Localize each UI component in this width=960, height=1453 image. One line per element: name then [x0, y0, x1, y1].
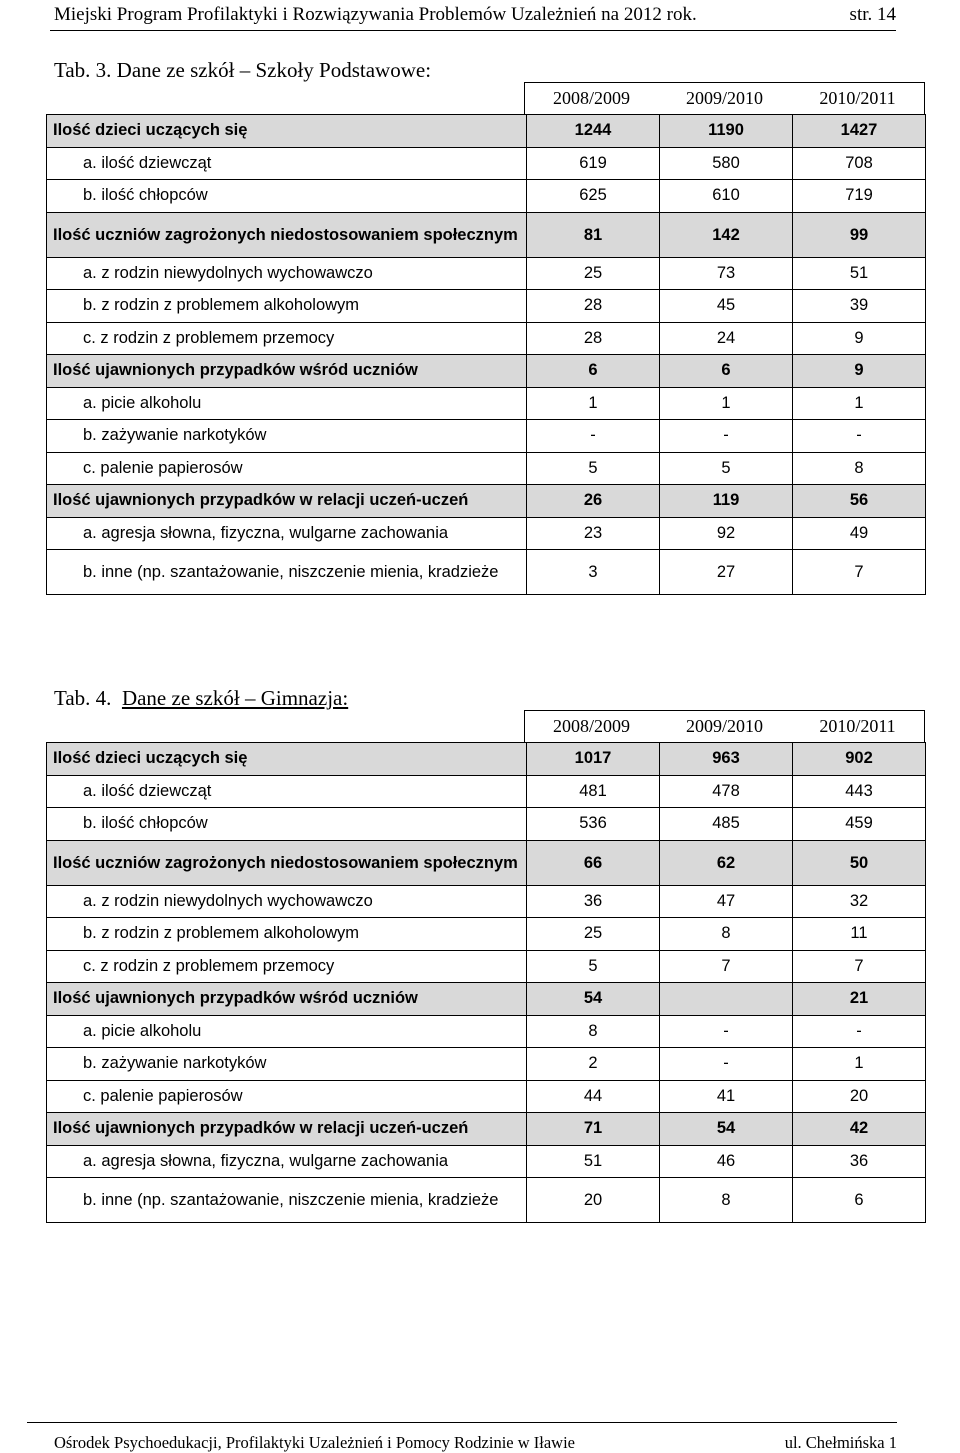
value-cell: 28: [527, 290, 660, 323]
value-cell: 20: [793, 1080, 926, 1113]
value-cell: 619: [527, 147, 660, 180]
value-cell: 7: [660, 950, 793, 983]
value-cell: 8: [793, 452, 926, 485]
table-row: [47, 885, 926, 918]
value-cell: 28: [527, 322, 660, 355]
value-cell: 610: [660, 180, 793, 213]
value-cell: 7: [793, 950, 926, 983]
table-row: [47, 983, 926, 1016]
row-label: Ilość uczniów zagrożonych niedostosowaniem społecznym: [47, 840, 527, 885]
row-label: Ilość ujawnionych przypadków wśród uczniów: [47, 983, 527, 1016]
row-label: a. picie alkoholu: [47, 387, 527, 420]
header-title: Miejski Program Profilaktyki i Rozwiązywania Problemów Uzależnień na 2012 rok.: [54, 4, 697, 25]
year-header-cell: 2008/2009: [552, 716, 630, 736]
table-4-caption-prefix: Tab. 4.: [54, 686, 112, 710]
value-cell: 6: [793, 1178, 926, 1223]
year-header-cell: 2008/2009: [552, 88, 630, 108]
row-label: Ilość ujawnionych przypadków wśród uczniów: [47, 355, 527, 388]
value-cell: 21: [793, 983, 926, 1016]
value-cell: 459: [793, 808, 926, 841]
value-cell: 92: [660, 517, 793, 550]
table-row: [47, 420, 926, 453]
value-cell: 11: [793, 918, 926, 951]
value-cell: -: [660, 1015, 793, 1048]
value-cell: 26: [527, 485, 660, 518]
value-cell: 51: [793, 257, 926, 290]
value-cell: -: [793, 420, 926, 453]
value-cell: [660, 983, 793, 1016]
value-cell: 73: [660, 257, 793, 290]
row-label: Ilość ujawnionych przypadków w relacji uczeń-uczeń: [47, 1113, 527, 1146]
value-cell: 5: [527, 452, 660, 485]
value-cell: 1: [527, 387, 660, 420]
row-label: c. palenie papierosów: [47, 452, 527, 485]
value-cell: 8: [660, 1178, 793, 1223]
table-row: [47, 322, 926, 355]
table-row: [47, 485, 926, 518]
value-cell: 23: [527, 517, 660, 550]
value-cell: 50: [793, 840, 926, 885]
table-row: [47, 517, 926, 550]
value-cell: -: [527, 420, 660, 453]
table-3-year-header: [524, 82, 925, 114]
value-cell: 66: [527, 840, 660, 885]
table-row: [47, 212, 926, 257]
row-label: Ilość dzieci uczących się: [47, 743, 527, 776]
value-cell: 6: [527, 355, 660, 388]
value-cell: 1190: [660, 115, 793, 148]
table-row: [47, 743, 926, 776]
table-row: [47, 290, 926, 323]
value-cell: 62: [660, 840, 793, 885]
table-row: [47, 257, 926, 290]
value-cell: 142: [660, 212, 793, 257]
value-cell: 41: [660, 1080, 793, 1113]
value-cell: 1017: [527, 743, 660, 776]
table-4-caption-title: Dane ze szkół – Gimnazja:: [121, 686, 349, 710]
year-header-cell: 2010/2011: [819, 88, 896, 108]
table-3: [46, 82, 925, 595]
value-cell: 49: [793, 517, 926, 550]
row-label: a. picie alkoholu: [47, 1015, 527, 1048]
value-cell: 8: [527, 1015, 660, 1048]
value-cell: 443: [793, 775, 926, 808]
table-row: [47, 1145, 926, 1178]
value-cell: 25: [527, 918, 660, 951]
row-label: a. z rodzin niewydolnych wychowawczo: [47, 885, 527, 918]
value-cell: 25: [527, 257, 660, 290]
row-label: Ilość ujawnionych przypadków w relacji uczeń-uczeń: [47, 485, 527, 518]
table-row: [47, 808, 926, 841]
value-cell: 485: [660, 808, 793, 841]
value-cell: 5: [660, 452, 793, 485]
table-row: [47, 180, 926, 213]
value-cell: 54: [527, 983, 660, 1016]
row-label: a. z rodzin niewydolnych wychowawczo: [47, 257, 527, 290]
row-label: a. ilość dziewcząt: [47, 775, 527, 808]
row-label: Ilość uczniów zagrożonych niedostosowaniem społecznym: [47, 212, 527, 257]
table-row: [47, 918, 926, 951]
table-row: [47, 355, 926, 388]
value-cell: 46: [660, 1145, 793, 1178]
table-3-caption: Tab. 3. Dane ze szkół – Szkoły Podstawowe:: [54, 58, 432, 82]
row-label: Ilość dzieci uczących się: [47, 115, 527, 148]
value-cell: 719: [793, 180, 926, 213]
value-cell: -: [793, 1015, 926, 1048]
table-row: [47, 550, 926, 595]
value-cell: 7: [793, 550, 926, 595]
table-row: [47, 452, 926, 485]
row-label: c. z rodzin z problemem przemocy: [47, 950, 527, 983]
year-header-cell: 2009/2010: [685, 88, 763, 108]
row-label: b. zażywanie narkotyków: [47, 420, 527, 453]
value-cell: 24: [660, 322, 793, 355]
table-row: [47, 950, 926, 983]
value-cell: 36: [527, 885, 660, 918]
value-cell: 625: [527, 180, 660, 213]
value-cell: 99: [793, 212, 926, 257]
footer-organization: Ośrodek Psychoedukacji, Profilaktyki Uzależnień i Pomocy Rodzinie w Iławie: [54, 1433, 575, 1452]
year-header-cell: 2010/2011: [819, 716, 896, 736]
value-cell: 54: [660, 1113, 793, 1146]
value-cell: 580: [660, 147, 793, 180]
row-label: a. ilość dziewcząt: [47, 147, 527, 180]
value-cell: 902: [793, 743, 926, 776]
row-label: c. palenie papierosów: [47, 1080, 527, 1113]
row-label: a. agresja słowna, fizyczna, wulgarne zachowania: [47, 517, 527, 550]
value-cell: 47: [660, 885, 793, 918]
value-cell: 481: [527, 775, 660, 808]
value-cell: 963: [660, 743, 793, 776]
value-cell: 1: [793, 1048, 926, 1081]
page-header: [50, 4, 896, 31]
value-cell: 51: [527, 1145, 660, 1178]
row-label: b. z rodzin z problemem alkoholowym: [47, 918, 527, 951]
page-footer: [27, 1422, 897, 1452]
table-4-body: [46, 742, 926, 1223]
value-cell: 32: [793, 885, 926, 918]
value-cell: 1244: [527, 115, 660, 148]
value-cell: 9: [793, 322, 926, 355]
value-cell: 708: [793, 147, 926, 180]
value-cell: 9: [793, 355, 926, 388]
table-row: [47, 840, 926, 885]
value-cell: 56: [793, 485, 926, 518]
table-row: [47, 115, 926, 148]
value-cell: 45: [660, 290, 793, 323]
value-cell: 71: [527, 1113, 660, 1146]
footer-address: ul. Chełmińska 1: [784, 1433, 897, 1452]
value-cell: 44: [527, 1080, 660, 1113]
table-4-caption: [54, 686, 348, 711]
row-label: b. ilość chłopców: [47, 180, 527, 213]
value-cell: 2: [527, 1048, 660, 1081]
table-row: [47, 1015, 926, 1048]
value-cell: 5: [527, 950, 660, 983]
row-label: c. z rodzin z problemem przemocy: [47, 322, 527, 355]
table-row: [47, 1178, 926, 1223]
row-label: b. z rodzin z problemem alkoholowym: [47, 290, 527, 323]
value-cell: 478: [660, 775, 793, 808]
value-cell: 1: [793, 387, 926, 420]
value-cell: -: [660, 1048, 793, 1081]
table-4-year-header: [524, 710, 925, 742]
value-cell: 39: [793, 290, 926, 323]
year-header-cell: 2009/2010: [685, 716, 763, 736]
row-label: b. zażywanie narkotyków: [47, 1048, 527, 1081]
row-label: b. inne (np. szantażowanie, niszczenie mienia, kradzieże: [47, 550, 527, 595]
table-row: [47, 1048, 926, 1081]
row-label: a. agresja słowna, fizyczna, wulgarne zachowania: [47, 1145, 527, 1178]
page-number: str. 14: [849, 4, 896, 25]
value-cell: 536: [527, 808, 660, 841]
row-label: b. ilość chłopców: [47, 808, 527, 841]
value-cell: 8: [660, 918, 793, 951]
row-label: b. inne (np. szantażowanie, niszczenie mienia, kradzieże: [47, 1178, 527, 1223]
table-row: [47, 1113, 926, 1146]
value-cell: 1427: [793, 115, 926, 148]
value-cell: 3: [527, 550, 660, 595]
value-cell: 119: [660, 485, 793, 518]
table-row: [47, 1080, 926, 1113]
table-row: [47, 775, 926, 808]
table-4: [46, 710, 925, 1223]
value-cell: 42: [793, 1113, 926, 1146]
table-row: [47, 147, 926, 180]
value-cell: -: [660, 420, 793, 453]
table-3-body: [46, 114, 926, 595]
value-cell: 36: [793, 1145, 926, 1178]
value-cell: 1: [660, 387, 793, 420]
table-row: [47, 387, 926, 420]
value-cell: 6: [660, 355, 793, 388]
value-cell: 20: [527, 1178, 660, 1223]
value-cell: 27: [660, 550, 793, 595]
value-cell: 81: [527, 212, 660, 257]
